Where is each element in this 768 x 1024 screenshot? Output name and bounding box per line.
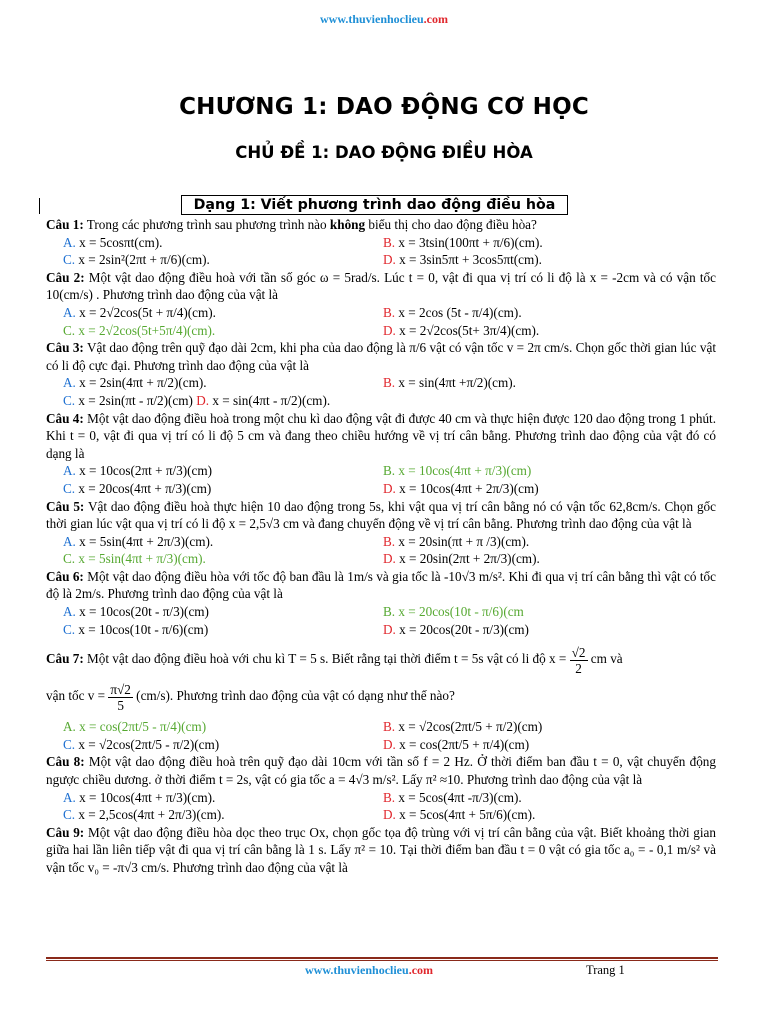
- answer-c[interactable]: C. x = 10cos(10t - π/6)(cm): [63, 621, 209, 637]
- question-text-bold: không: [329, 217, 366, 232]
- answer-c[interactable]: C. x = √2cos(2πt/5 - π/2)(cm): [63, 736, 220, 752]
- question-9: [46, 824, 716, 877]
- header-site-tld: .com: [423, 12, 448, 26]
- header-site-domain: www.thuvienhoclieu: [319, 12, 424, 26]
- answer-d[interactable]: D. x = 20sin(2πt + 2π/3)(cm).: [383, 551, 540, 567]
- answer-b[interactable]: B. x = 2cos (5t - π/4)(cm).: [383, 304, 522, 320]
- answer-d[interactable]: D. x = cos(2πt/5 + π/4)(cm): [383, 736, 530, 752]
- question-text: Vật dao động trên quỹ đạo dài 2cm, khi pha của dao động là π/6 vật có vận tốc v = 2π cm/s. Chọn gốc thời gian lúc vật có li độ cực đại. Phương trình dao động của vật là: [46, 340, 716, 373]
- answer-b[interactable]: B. x = 20sin(πt + π /3)(cm).: [383, 533, 530, 549]
- fraction-v: $\frac{\pi√2}{5}$: [110, 681, 131, 713]
- answer-b[interactable]: B. x = 20cos(10t - π/6)(cm: [383, 604, 524, 620]
- answer-a[interactable]: A. x = 5cosπt(cm).: [63, 234, 163, 250]
- footer-site-tld: .com: [408, 963, 434, 977]
- answer-a[interactable]: A. x = 2√2cos(5t + π/4)(cm).: [63, 304, 216, 320]
- question-text: Một vật dao động điều hoà với tần số góc ω = 5rad/s. Lúc t = 0, vật đi qua vị trí có li độ là x = -2cm và có vận tốc 10(cm/s) . Phương trình dao động của vật là: [46, 269, 717, 303]
- answer-a[interactable]: A. x = 10cos(4πt + π/3)(cm).: [63, 789, 216, 805]
- question-7: [46, 642, 716, 676]
- answer-row: [46, 234, 716, 252]
- footer-rule: [46, 957, 718, 959]
- answer-row: [46, 806, 716, 824]
- question-label: Câu 5:: [46, 498, 85, 514]
- page-number: Trang 1: [586, 963, 625, 977]
- question-label: Câu 3:: [46, 340, 84, 356]
- question-label: Câu 4:: [46, 410, 84, 426]
- answer-cd[interactable]: C. x = 2sin(πt - π/2)(cm) D. x = sin(4πt - π/2)(cm).: [63, 392, 331, 408]
- chapter-title: CHƯƠNG 1: DAO ĐỘNG CƠ HỌC: [179, 94, 589, 120]
- answer-b[interactable]: B. x = 3tsin(100πt + π/6)(cm).: [383, 234, 543, 250]
- answer-d[interactable]: D. x = 3sin5πt + 3cos5πt(cm).: [383, 252, 542, 268]
- question-label: Câu 1:: [46, 217, 84, 232]
- text-cursor: [39, 198, 40, 214]
- section-heading: Dạng 1: Viết phương trình dao động điều hòa: [181, 195, 568, 215]
- answer-row: [46, 533, 716, 551]
- answer-c[interactable]: C. x = 20cos(4πt + π/3)(cm): [63, 480, 212, 496]
- question-text: Một vật dao động điều hòa dọc theo trục Ox, chọn gốc tọa độ trùng với vị trí cân bằng của vật. Biết khoảng thời gian giữa hai lần liên tiếp vật đi qua vị trí cân bằng là 1 s. Lấy π² = 10. Tại thời điểm ban đầu t = 0 vật có gia tốc a₀ = - 0,1 m/s² và vận tốc v₀ = -π√3 cm/s. Phương trình dao động của vật là: [46, 824, 716, 875]
- question-6: [46, 568, 716, 603]
- question-text: Trong các phương trình sau phương trình nào: [83, 217, 330, 232]
- question-text: Một vật dao động điều hoà trên quỹ đạo dài 10cm với tần số f = 2 Hz. Ở thời điểm ban đầu t = 0, vật chuyển động ngược chiều dương. ở thời điểm t = 2s, vật có gia tốc a = 4√3 m/s². Lấy π² ≈10. Phương trình dao động của vật là: [46, 754, 716, 788]
- answer-row: [46, 480, 716, 498]
- question-text: biểu thị cho dao động điều hòa?: [365, 217, 537, 232]
- question-5: [46, 498, 716, 533]
- question-1: [46, 216, 716, 234]
- question-label: Câu 8:: [46, 754, 85, 770]
- question-text: vận tốc v =: [46, 688, 109, 704]
- answer-row: [46, 304, 716, 322]
- answer-c[interactable]: C. x = 2sin²(2πt + π/6)(cm).: [63, 252, 210, 268]
- answer-a[interactable]: A. x = 10cos(2πt + π/3)(cm): [63, 463, 213, 479]
- answer-row: [46, 621, 716, 639]
- answer-b[interactable]: B. x = 10cos(4πt + π/3)(cm): [383, 463, 532, 479]
- question-text: Một vật dao động điều hòa với tốc độ ban đầu là 1m/s và gia tốc là -10√3 m/s². Khi đi qua vị trí cân bằng thì vật có tốc độ là 2m/s. Phương trình dao động của vật là: [46, 568, 716, 602]
- header-site-link[interactable]: [0, 12, 768, 27]
- answer-row: [46, 392, 716, 410]
- topic-title: CHỦ ĐỀ 1: DAO ĐỘNG ĐIỀU HÒA: [235, 143, 533, 162]
- answer-row: [46, 718, 716, 736]
- fraction-x: $\frac{√2}{2}$: [571, 644, 586, 676]
- answer-row: [46, 322, 716, 340]
- answer-b[interactable]: B. x = 5cos(4πt -π/3)(cm).: [383, 789, 522, 805]
- answer-row: [46, 550, 716, 568]
- answer-row: [46, 603, 716, 621]
- answer-row: [46, 736, 716, 754]
- answer-row: [46, 251, 716, 269]
- answer-c[interactable]: C. x = 2,5cos(4πt + 2π/3)(cm).: [63, 807, 225, 823]
- question-list: [46, 216, 716, 877]
- footer-site-link[interactable]: [305, 963, 433, 978]
- answer-a[interactable]: A. x = 2sin(4πt + π/2)(cm).: [63, 375, 207, 391]
- answer-row: [46, 462, 716, 480]
- question-text: cm và: [587, 651, 623, 667]
- question-label: Câu 7:: [46, 651, 84, 667]
- question-text: (cm/s). Phương trình dao động của vật có dạng như thế nào?: [132, 688, 455, 704]
- footer-rule-thin: [46, 960, 718, 961]
- answer-c[interactable]: C. x = 5sin(4πt + π/3)(cm).: [63, 551, 206, 567]
- answer-d[interactable]: D. x = 2√2cos(5t+ 3π/4)(cm).: [383, 322, 540, 338]
- footer-site-domain: www.thuvienhoclieu: [305, 963, 409, 977]
- answer-a[interactable]: A. x = cos(2πt/5 - π/4)(cm): [63, 719, 207, 735]
- question-4: [46, 410, 716, 463]
- answer-c[interactable]: C. x = 2√2cos(5t+5π/4)(cm).: [63, 322, 216, 338]
- question-text: Vật dao động điều hoà thực hiện 10 dao động trong 5s, khi vật qua vị trí cân bằng nó có vận tốc 62,8cm/s. Chọn gốc thời gian lúc vật qua vị trí có li độ x = 2,5√3 cm và đang chuyển động về vị trí cân bằng. Phương trình dao động của vật là: [46, 498, 716, 532]
- question-7-cont: [46, 680, 716, 712]
- answer-a[interactable]: A. x = 10cos(20t - π/3)(cm): [63, 604, 209, 620]
- question-2: [46, 269, 716, 304]
- answer-d[interactable]: D. x = 10cos(4πt + 2π/3)(cm): [383, 480, 539, 496]
- answer-row: [46, 789, 716, 807]
- question-3: [46, 339, 716, 374]
- question-label: Câu 2:: [46, 269, 85, 285]
- answer-b[interactable]: B. x = √2cos(2πt/5 + π/2)(cm): [383, 719, 543, 735]
- question-label: Câu 9:: [46, 824, 85, 840]
- question-text: Một vật dao động điều hoà với chu kì T = 5 s. Biết rằng tại thời điểm t = 5s vật có li độ x =: [83, 651, 570, 667]
- answer-a[interactable]: A. x = 5sin(4πt + 2π/3)(cm).: [63, 533, 214, 549]
- question-label: Câu 6:: [46, 568, 84, 584]
- question-text: Một vật dao động điều hoà trong một chu kì dao động vật đi được 40 cm và thực hiện được 120 dao động trong 1 phút. Khi t = 0, vật đi qua vị trí có li độ 5 cm và đang theo chiều hướng về vị trí cân bằng. Phương trình dao động của vật đó có dạng là: [46, 410, 717, 461]
- answer-row: [46, 374, 716, 392]
- answer-d[interactable]: D. x = 5cos(4πt + 5π/6)(cm).: [383, 807, 536, 823]
- answer-d[interactable]: D. x = 20cos(20t - π/3)(cm): [383, 621, 529, 637]
- answer-b[interactable]: B. x = sin(4πt +π/2)(cm).: [383, 375, 516, 391]
- question-8: [46, 753, 716, 788]
